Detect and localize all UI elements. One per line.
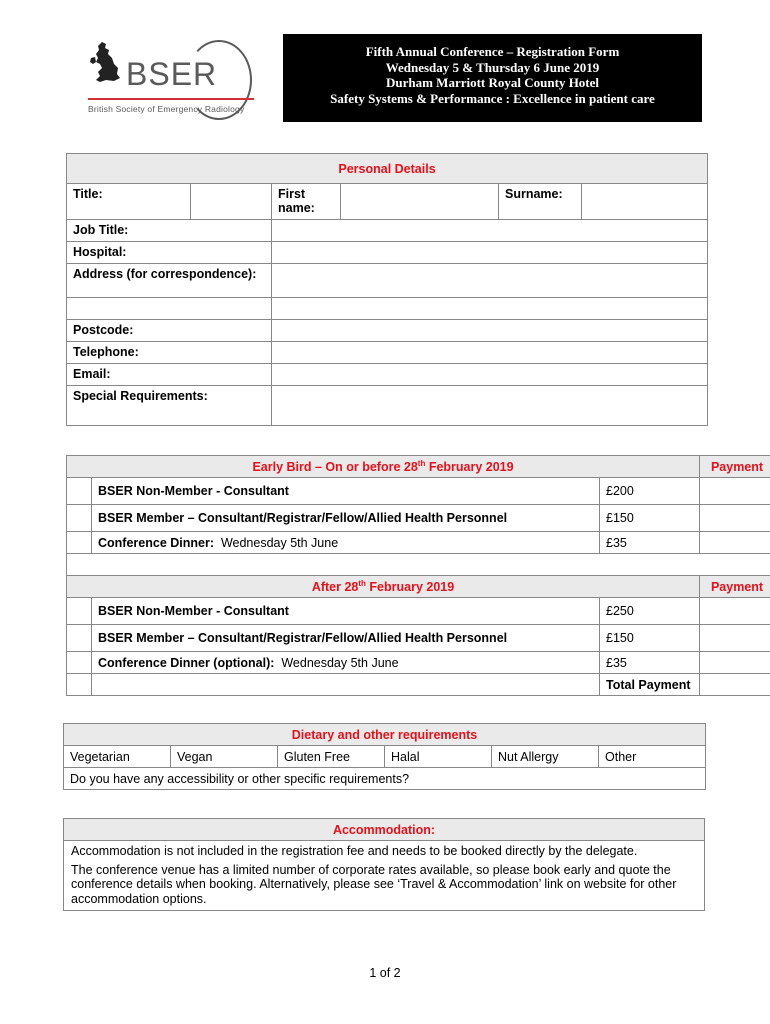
early-dinner-payment[interactable] [700, 532, 770, 554]
total-blank-cell-2 [92, 674, 600, 696]
first-name-input[interactable] [341, 184, 499, 220]
after-dinner-label: Conference Dinner (optional): Wednesday 5th June [92, 652, 600, 674]
accommodation-heading: Accommodation: [64, 819, 705, 841]
surname-label: Surname: [499, 184, 582, 220]
address-blank-label [67, 298, 272, 320]
total-payment-label: Total Payment [600, 674, 700, 696]
postcode-input[interactable] [272, 320, 708, 342]
hospital-input[interactable] [272, 242, 708, 264]
accommodation-body [64, 841, 705, 911]
diet-option-vegetarian[interactable]: Vegetarian [64, 746, 171, 768]
logo-text: BSER [126, 56, 218, 92]
personal-details-heading: Personal Details [67, 154, 708, 184]
bser-logo [82, 38, 258, 122]
hospital-label: Hospital: [67, 242, 272, 264]
accommodation-para-2: The conference venue has a limited number of corporate rates available, so please book early and quote the conference details when booking. Alternatively, please see ‘Travel & Accommodation’ link on website for other accommodation options. [71, 862, 677, 906]
after-member-price: £150 [600, 625, 700, 652]
pricing-spacer-row [67, 554, 770, 576]
address-input[interactable] [272, 264, 708, 298]
address-input-line2[interactable] [272, 298, 708, 320]
diet-option-halal[interactable]: Halal [385, 746, 492, 768]
early-dinner-checkbox[interactable] [67, 532, 92, 554]
job-title-label: Job Title: [67, 220, 272, 242]
email-input[interactable] [272, 364, 708, 386]
early-dinner-label: Conference Dinner: Wednesday 5th June [92, 532, 600, 554]
after-nonmember-checkbox[interactable] [67, 598, 92, 625]
after-dinner-price: £35 [600, 652, 700, 674]
after-member-label: BSER Member – Consultant/Registrar/Fellow/Allied Health Personnel [92, 625, 600, 652]
diet-option-gluten-free[interactable]: Gluten Free [278, 746, 385, 768]
early-payment-heading: Payment [700, 456, 770, 478]
logo-subtitle: British Society of Emergency Radiology [88, 104, 245, 114]
after-nonmember-label: BSER Non-Member - Consultant [92, 598, 600, 625]
first-name-label: First name: [272, 184, 341, 220]
total-payment-input[interactable] [700, 674, 770, 696]
after-heading: After 28th February 2019 [67, 576, 700, 598]
address-label: Address (for correspondence): [67, 264, 272, 298]
telephone-label: Telephone: [67, 342, 272, 364]
pricing-table [66, 455, 770, 696]
after-member-checkbox[interactable] [67, 625, 92, 652]
special-requirements-label: Special Requirements: [67, 386, 272, 426]
dietary-table [63, 723, 706, 790]
diet-option-vegan[interactable]: Vegan [171, 746, 278, 768]
accommodation-table [63, 818, 705, 911]
early-member-price: £150 [600, 505, 700, 532]
header-venue: Durham Marriott Royal County Hotel [385, 75, 600, 90]
after-dinner-checkbox[interactable] [67, 652, 92, 674]
uk-map-icon [88, 40, 122, 84]
accommodation-para-1: Accommodation is not included in the registration fee and needs to be booked directly by the delegate. [71, 844, 638, 858]
page-number: 1 of 2 [369, 966, 401, 980]
early-member-label: BSER Member – Consultant/Registrar/Fellow/Allied Health Personnel [92, 505, 600, 532]
accessibility-question[interactable]: Do you have any accessibility or other specific requirements? [64, 768, 706, 790]
early-member-payment[interactable] [700, 505, 770, 532]
early-dinner-price: £35 [600, 532, 700, 554]
title-input[interactable] [191, 184, 272, 220]
early-nonmember-label: BSER Non-Member - Consultant [92, 478, 600, 505]
early-nonmember-payment[interactable] [700, 478, 770, 505]
diet-option-other[interactable]: Other [599, 746, 706, 768]
after-nonmember-payment[interactable] [700, 598, 770, 625]
total-blank-cell [67, 674, 92, 696]
conference-header [283, 34, 702, 122]
header-title: Fifth Annual Conference – Registration Form [365, 44, 620, 59]
early-member-checkbox[interactable] [67, 505, 92, 532]
dietary-heading: Dietary and other requirements [64, 724, 706, 746]
header-theme: Safety Systems & Performance : Excellence in patient care [330, 90, 655, 106]
email-label: Email: [67, 364, 272, 386]
early-bird-heading: Early Bird – On or before 28th February 2019 [67, 456, 700, 478]
title-label: Title: [67, 184, 191, 220]
personal-details-table [66, 153, 708, 426]
postcode-label: Postcode: [67, 320, 272, 342]
header-dates: Wednesday 5 & Thursday 6 June 2019 [385, 59, 600, 75]
job-title-input[interactable] [272, 220, 708, 242]
after-payment-heading: Payment [700, 576, 770, 598]
diet-option-nut-allergy[interactable]: Nut Allergy [492, 746, 599, 768]
special-requirements-input[interactable] [272, 386, 708, 426]
logo-underline [88, 98, 254, 100]
telephone-input[interactable] [272, 342, 708, 364]
early-nonmember-checkbox[interactable] [67, 478, 92, 505]
after-nonmember-price: £250 [600, 598, 700, 625]
after-member-payment[interactable] [700, 625, 770, 652]
surname-input[interactable] [582, 184, 708, 220]
after-dinner-payment[interactable] [700, 652, 770, 674]
early-nonmember-price: £200 [600, 478, 700, 505]
